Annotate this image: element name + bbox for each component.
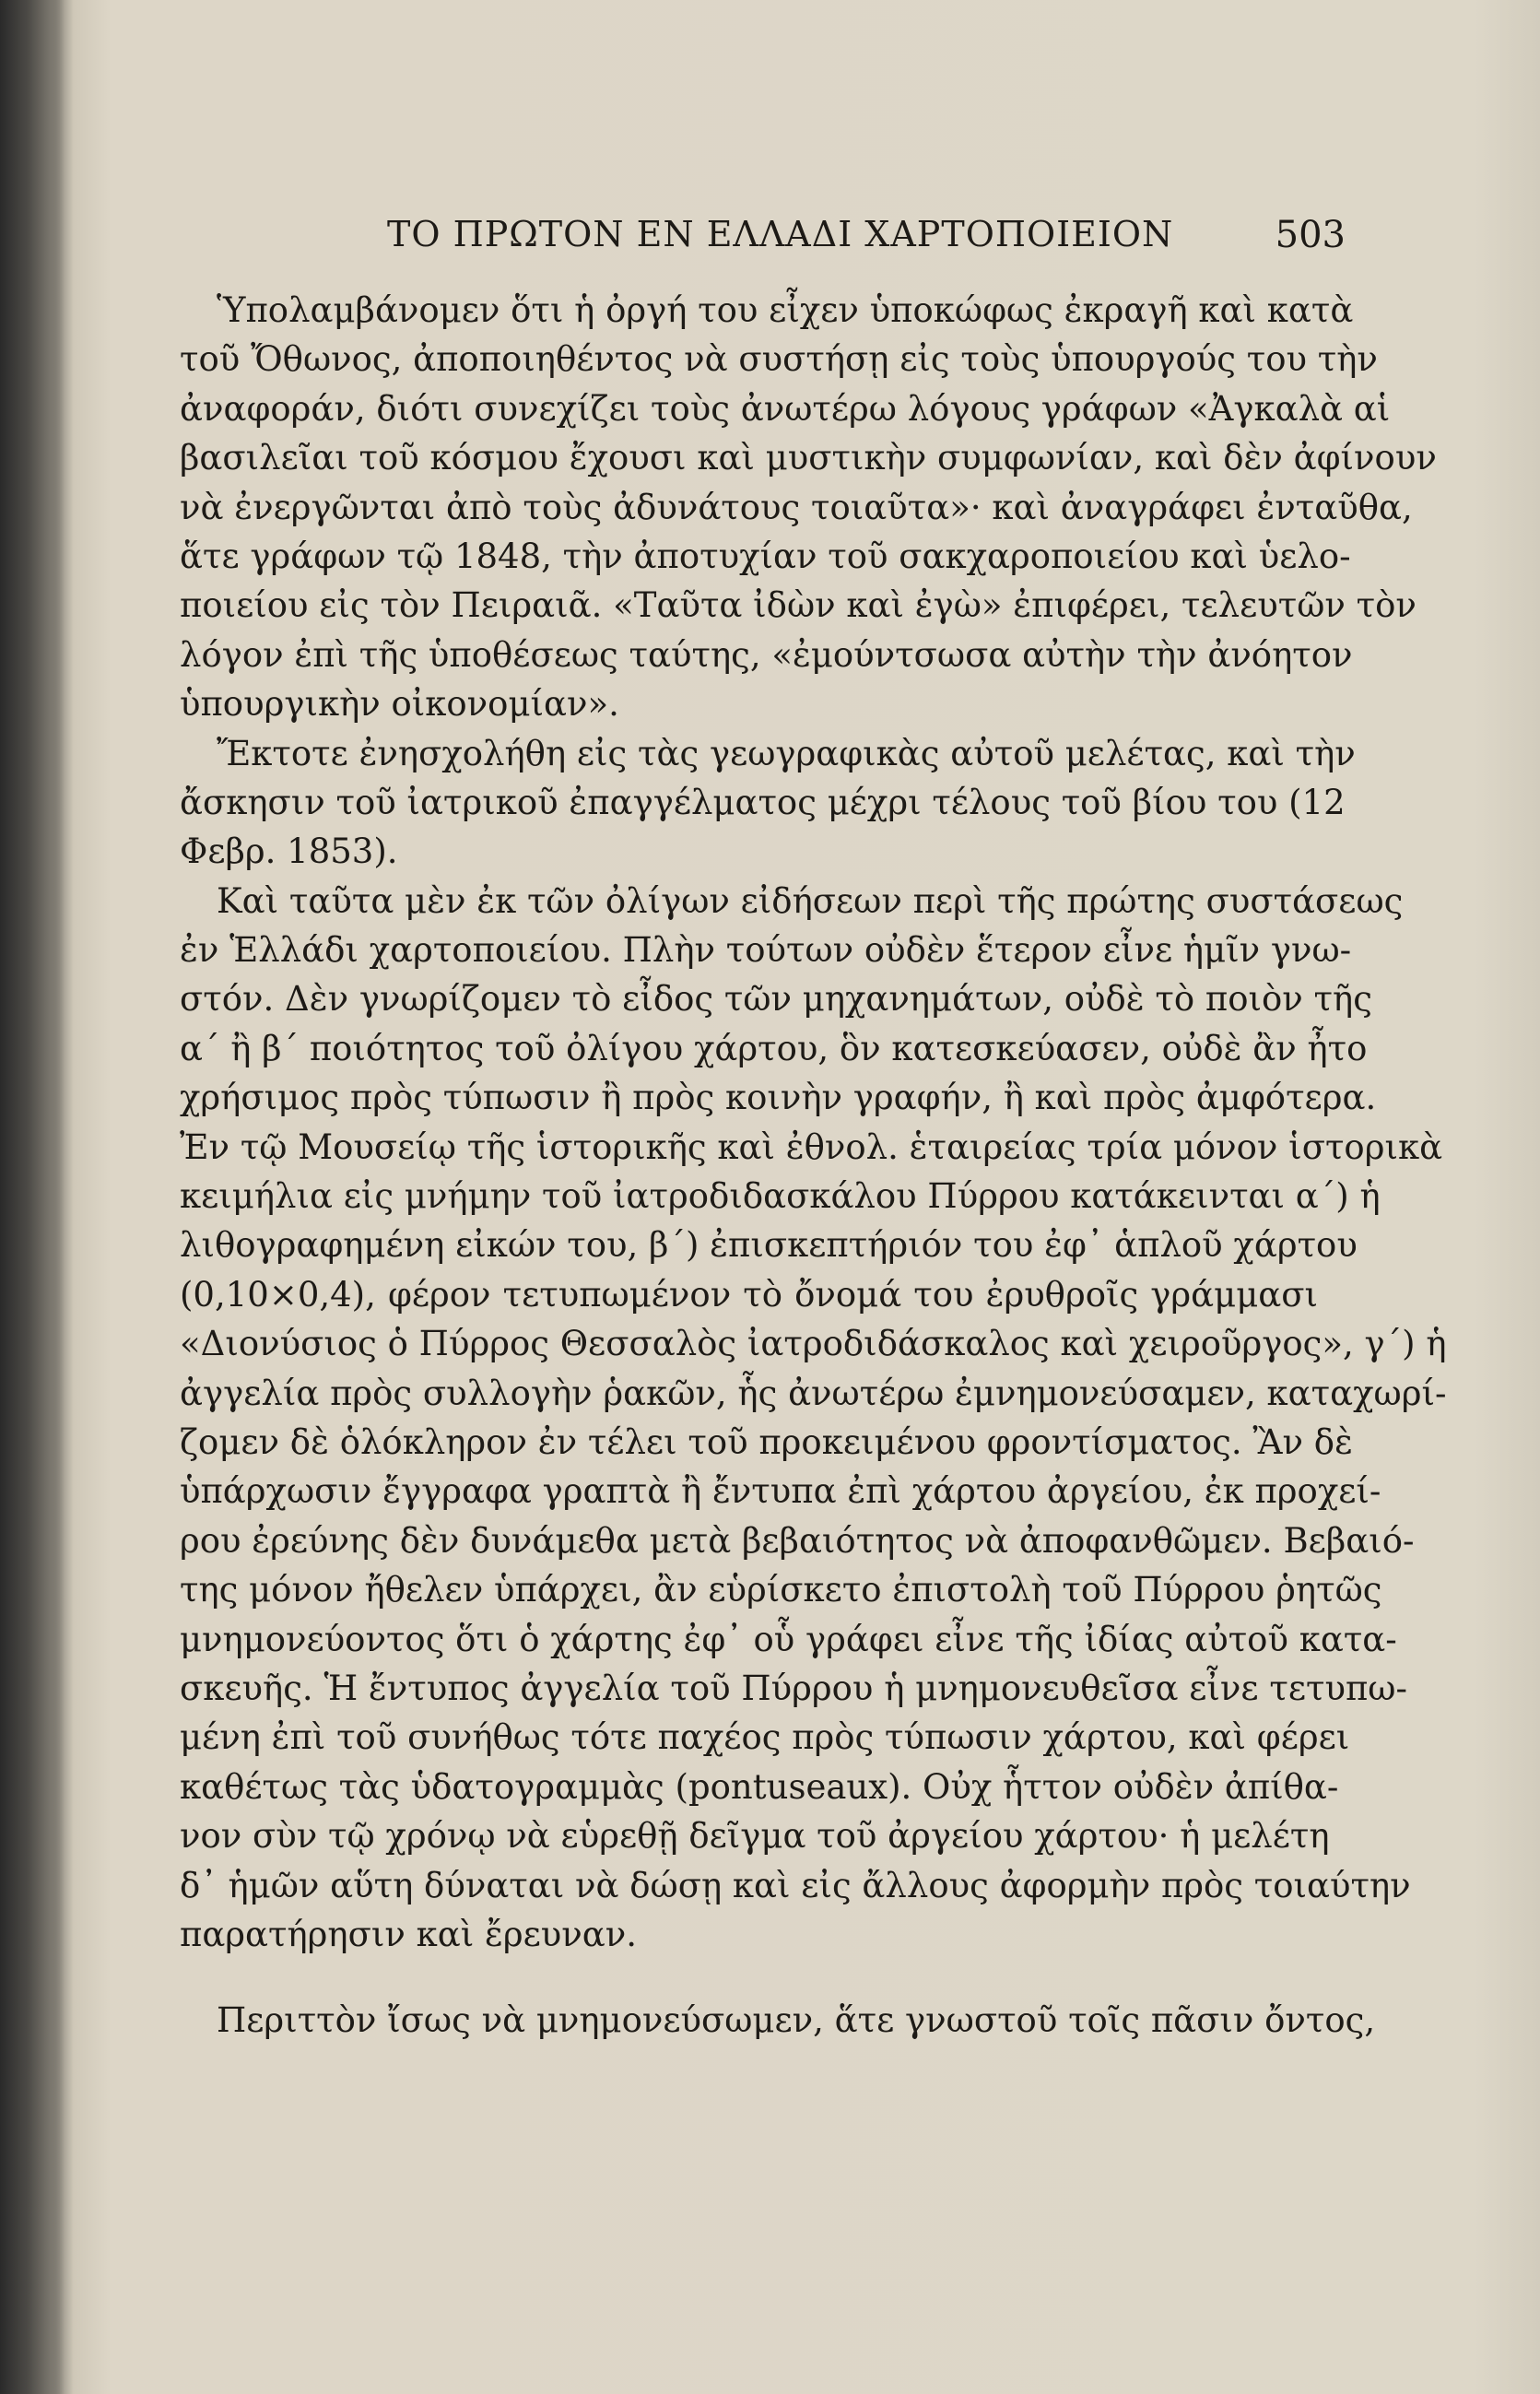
text-line: ἀγγελία πρὸς συλλογὴν ῥακῶν, ἧς ἀνωτέρω ἐμνημονεύσαμεν, καταχωρί-	[180, 1373, 1447, 1413]
text-line: ἀναφοράν, διότι συνεχίζει τοὺς ἀνωτέρω λόγους γράφων «Ἀγκαλὰ αἱ	[180, 388, 1391, 429]
paragraph	[180, 877, 1447, 1960]
text-line: βασιλεῖαι τοῦ κόσμου ἔχουσι καὶ μυστικὴν συμφωνίαν, καὶ δὲν ἀφίνουν	[180, 438, 1437, 478]
text-line: «Διονύσιος ὁ Πύρρος Θεσσαλὸς ἰατροδιδάσκαλος καὶ χειροῦργος», γ´) ἡ	[180, 1324, 1447, 1364]
text-line: παρατήρησιν καὶ ἔρευναν.	[180, 1914, 637, 1954]
text-line: της μόνον ἤθελεν ὑπάρχει, ἂν εὑρίσκετο ἐπιστολὴ τοῦ Πύρρου ῥητῶς	[180, 1570, 1382, 1610]
page-header	[387, 214, 1346, 269]
text-line: ἅτε γράφων τῷ 1848, τὴν ἀποτυχίαν τοῦ σακχαροποιείου καὶ ὑελο-	[180, 536, 1351, 576]
text-line: (0,10×0,4), φέρον τετυπωμένον τὸ ὄνομά του ἐρυθροῖς γράμμασι	[180, 1274, 1318, 1315]
text-line: ἐν Ἑλλάδι χαρτοποιείου. Πλὴν τούτων οὐδὲν ἕτερον εἶνε ἡμῖν γνω-	[180, 930, 1352, 971]
text-line: ποιείου εἰς τὸν Πειραιᾶ. «Ταῦτα ἰδὼν καὶ ἐγὼ» ἐπιφέρει, τελευτῶν τὸν	[180, 585, 1417, 626]
text-line: Ἐν τῷ Μουσείῳ τῆς ἱστορικῆς καὶ ἐθνολ. ἑταιρείας τρία μόνον ἱστορικὰ	[180, 1126, 1443, 1167]
text-line: λιθογραφημένη εἰκών του, β´) ἐπισκεπτήριόν του ἐφ᾽ ἁπλοῦ χάρτου	[180, 1225, 1358, 1266]
text-line: ὑπάρχωσιν ἔγγραφα γραπτὰ ἢ ἔντυπα ἐπὶ χάρτου ἀργείου, ἐκ προχεί-	[180, 1471, 1381, 1512]
text-line: χρήσιμος πρὸς τύπωσιν ἢ πρὸς κοινὴν γραφήν, ἢ καὶ πρὸς ἀμφότερα.	[180, 1078, 1377, 1118]
text-line: κειμήλια εἰς μνήμην τοῦ ἰατροδιδασκάλου Πύρρου κατάκεινται α´) ἡ	[180, 1176, 1381, 1217]
paragraph	[180, 286, 1437, 729]
running-title: ΤΟ ΠΡΩΤΟΝ ΕΝ ΕΛΛΑΔΙ ΧΑΡΤΟΠΟΙΕΙΟΝ	[387, 214, 1174, 254]
text-line: δ᾽ ἡμῶν αὕτη δύναται νὰ δώσῃ καὶ εἰς ἄλλους ἀφορμὴν πρὸς τοιαύτην	[180, 1865, 1411, 1905]
paragraph	[180, 1996, 1376, 2045]
text-line: ζομεν δὲ ὁλόκληρον ἐν τέλει τοῦ προκειμένου φροντίσματος. Ἂν δὲ	[180, 1421, 1353, 1462]
text-line: ρου ἐρεύνης δὲν δυνάμεθα μετὰ βεβαιότητος νὰ ἀποφανθῶμεν. Βεβαιό-	[180, 1520, 1415, 1561]
book-spine-shadow	[0, 0, 65, 2394]
text-line: σκευῆς. Ἡ ἔντυπος ἀγγελία τοῦ Πύρρου ἡ μνημονευθεῖσα εἶνε τετυπω-	[180, 1668, 1407, 1708]
text-line: τοῦ Ὄθωνος, ἀποποιηθέντος νὰ συστήσῃ εἰς τοὺς ὑπουργούς του τὴν	[180, 339, 1378, 380]
paragraph-gap	[180, 1959, 1318, 1996]
text-line: μνημονεύοντος ὅτι ὁ χάρτης ἐφ᾽ οὗ γράφει εἶνε τῆς ἰδίας αὐτοῦ κατα-	[180, 1619, 1397, 1659]
text-line: στόν. Δὲν γνωρίζομεν τὸ εἶδος τῶν μηχανημάτων, οὐδὲ τὸ ποιὸν τῆς	[180, 979, 1372, 1020]
page-number: 503	[1275, 214, 1346, 256]
text-line: καθέτως τὰς ὑδατογραμμὰς (pontuseaux). Οὐχ ἧττον οὐδὲν ἀπίθα-	[180, 1766, 1339, 1807]
text-line: νον σὺν τῷ χρόνῳ νὰ εὑρεθῇ δεῖγμα τοῦ ἀργείου χάρτου· ἡ μελέτη	[180, 1816, 1330, 1857]
text-line: ὑπουργικὴν οἰκονομίαν».	[180, 684, 619, 725]
text-line: νὰ ἐνεργῶνται ἀπὸ τοὺς ἀδυνάτους τοιαῦτα»· καὶ ἀναγράφει ἐνταῦθα,	[180, 487, 1413, 527]
paragraph	[180, 729, 1356, 877]
text-line: ἄσκησιν τοῦ ἰατρικοῦ ἐπαγγέλματος μέχρι τέλους τοῦ βίου του (12	[180, 782, 1346, 822]
text-line: Καὶ ταῦτα μὲν ἐκ τῶν ὀλίγων εἰδήσεων περὶ τῆς πρώτης συστάσεως	[217, 880, 1404, 921]
text-line: Ὑπολαμβάνομεν ὅτι ἡ ὀργή του εἶχεν ὑποκώφως ἐκραγῆ καὶ κατὰ	[217, 290, 1354, 330]
text-line: Περιττὸν ἴσως νὰ μνημονεύσωμεν, ἅτε γνωστοῦ τοῖς πᾶσιν ὄντος,	[217, 2000, 1376, 2041]
text-line: Φεβρ. 1853).	[180, 831, 398, 872]
text-line: α´ ἢ β´ ποιότητος τοῦ ὀλίγου χάρτου, ὃν κατεσκεύασεν, οὐδὲ ἂν ἦτο	[180, 1028, 1368, 1068]
text-line: μένη ἐπὶ τοῦ συνήθως τότε παχέος πρὸς τύπωσιν χάρτου, καὶ φέρει	[180, 1717, 1350, 1758]
body-text	[180, 286, 1447, 2046]
text-line: λόγον ἐπὶ τῆς ὑποθέσεως ταύτης, «ἐμούντσωσα αὐτὴν τὴν ἀνόητον	[180, 634, 1353, 675]
text-line: Ἔκτοτε ἐνησχολήθη εἰς τὰς γεωγραφικὰς αὐτοῦ μελέτας, καὶ τὴν	[217, 733, 1356, 773]
